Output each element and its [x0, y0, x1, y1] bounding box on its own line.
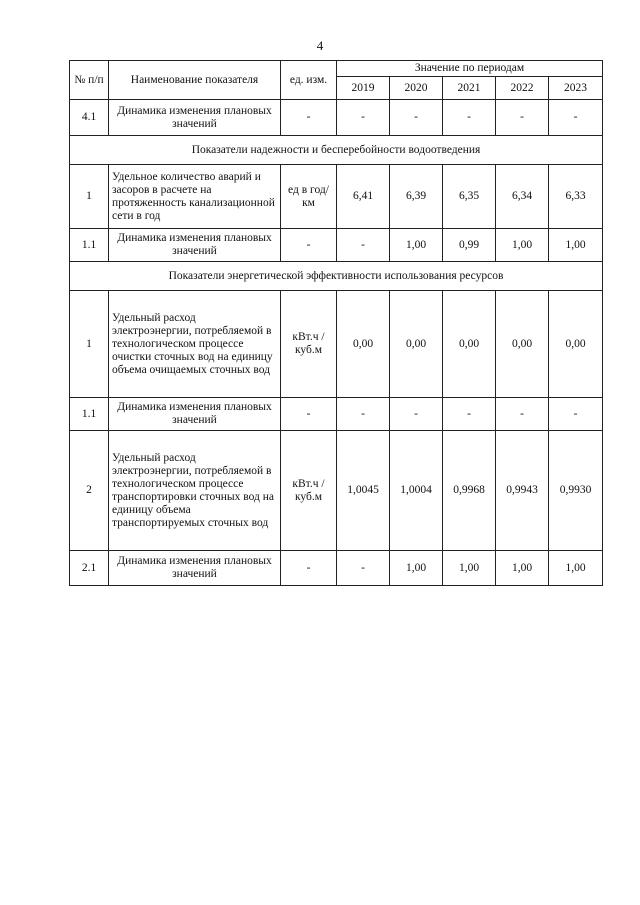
- row-name: Динамика изменения плановых значений: [109, 398, 281, 431]
- table-row: [70, 291, 603, 398]
- page-number: 4: [316, 38, 324, 53]
- table-row: [70, 431, 603, 551]
- row-value: 0,00: [390, 291, 443, 398]
- section-title: Показатели надежности и бесперебойности водоотведения: [70, 136, 603, 165]
- header-unit: ед. изм.: [281, 61, 337, 100]
- row-unit: -: [281, 229, 337, 262]
- section-row: [70, 262, 603, 291]
- row-value: 1,00: [549, 551, 603, 586]
- row-value: 6,33: [549, 165, 603, 229]
- header-year: 2022: [496, 77, 549, 100]
- row-value: -: [443, 398, 496, 431]
- row-value: 1,00: [496, 229, 549, 262]
- section-row: [70, 136, 603, 165]
- row-unit: -: [281, 551, 337, 586]
- section-title: Показатели энергетической эффективности использования ресурсов: [70, 262, 603, 291]
- header-year: 2019: [337, 77, 390, 100]
- row-value: -: [390, 398, 443, 431]
- row-num: 2.1: [70, 551, 109, 586]
- row-value: 6,39: [390, 165, 443, 229]
- row-name: Динамика изменения плановых значений: [109, 229, 281, 262]
- row-value: -: [337, 100, 390, 136]
- row-unit: кВт.ч / куб.м: [281, 291, 337, 398]
- header-num: № п/п: [70, 61, 109, 100]
- row-value: 6,35: [443, 165, 496, 229]
- row-num: 1: [70, 165, 109, 229]
- table-row: [70, 398, 603, 431]
- row-value: 1,00: [390, 551, 443, 586]
- row-value: 1,00: [496, 551, 549, 586]
- row-unit: -: [281, 100, 337, 136]
- row-value: 0,00: [549, 291, 603, 398]
- row-num: 1: [70, 291, 109, 398]
- row-value: 0,9943: [496, 431, 549, 551]
- row-value: 1,00: [549, 229, 603, 262]
- row-name: Удельное количество аварий и засоров в расчете на протяженность канализационной сети в год: [109, 165, 281, 229]
- row-value: 0,00: [443, 291, 496, 398]
- indicators-table: [69, 60, 603, 586]
- row-value: 0,9968: [443, 431, 496, 551]
- row-value: 1,00: [390, 229, 443, 262]
- table-row: [70, 229, 603, 262]
- row-num: 4.1: [70, 100, 109, 136]
- header-year: 2021: [443, 77, 496, 100]
- row-value: 1,00: [443, 551, 496, 586]
- row-num: 1.1: [70, 398, 109, 431]
- row-value: 0,00: [337, 291, 390, 398]
- row-unit: ед в год/ км: [281, 165, 337, 229]
- table-row: [70, 551, 603, 586]
- row-name: Удельный расход электроэнергии, потребляемой в технологическом процессе транспортировки сточных вод на единицу объема транспортируемых сточных вод: [109, 431, 281, 551]
- row-value: 1,0045: [337, 431, 390, 551]
- table-row: [70, 100, 603, 136]
- row-name: Удельный расход электроэнергии, потребляемой в технологическом процессе очистки сточных вод на единицу объема очищаемых сточных вод: [109, 291, 281, 398]
- row-value: -: [337, 229, 390, 262]
- row-value: -: [496, 100, 549, 136]
- row-name: Динамика изменения плановых значений: [109, 551, 281, 586]
- header-year: 2020: [390, 77, 443, 100]
- row-name: Динамика изменения плановых значений: [109, 100, 281, 136]
- row-value: 0,9930: [549, 431, 603, 551]
- row-value: 0,00: [496, 291, 549, 398]
- row-num: 2: [70, 431, 109, 551]
- row-value: 6,41: [337, 165, 390, 229]
- row-unit: -: [281, 398, 337, 431]
- row-num: 1.1: [70, 229, 109, 262]
- row-value: -: [496, 398, 549, 431]
- header-periods: Значение по периодам: [337, 61, 603, 77]
- row-value: -: [390, 100, 443, 136]
- row-value: -: [549, 100, 603, 136]
- row-value: -: [337, 398, 390, 431]
- table-row: [70, 165, 603, 229]
- row-value: -: [549, 398, 603, 431]
- header-name: Наименование показателя: [109, 61, 281, 100]
- row-value: 1,0004: [390, 431, 443, 551]
- row-value: -: [443, 100, 496, 136]
- row-value: 6,34: [496, 165, 549, 229]
- row-value: -: [337, 551, 390, 586]
- row-unit: кВт.ч / куб.м: [281, 431, 337, 551]
- header-year: 2023: [549, 77, 603, 100]
- row-value: 0,99: [443, 229, 496, 262]
